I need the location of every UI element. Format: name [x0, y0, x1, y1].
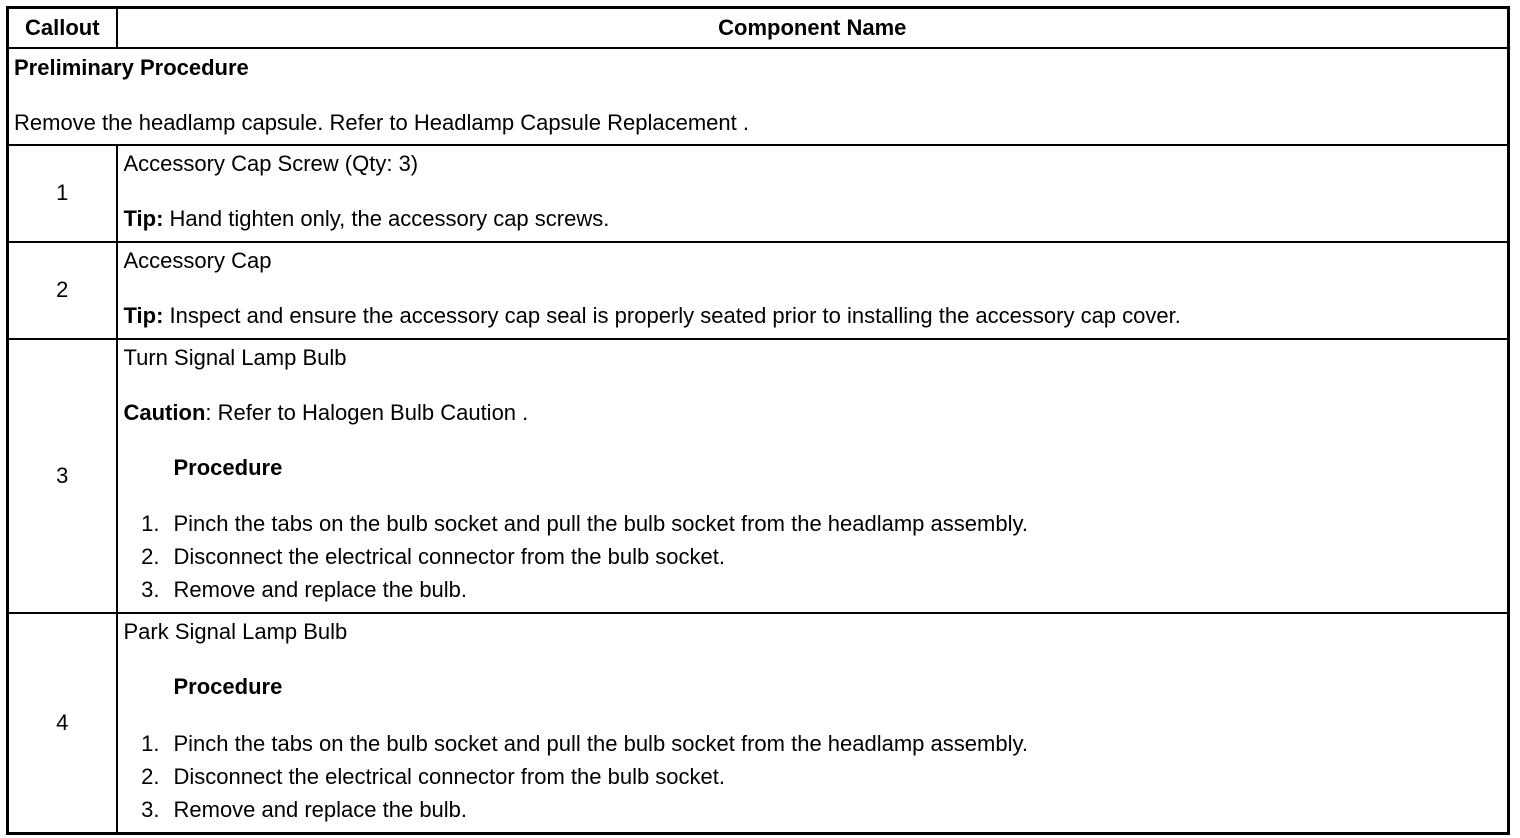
- list-item: [124, 762, 1502, 795]
- procedure-steps: [124, 729, 1502, 828]
- component-table: [6, 6, 1510, 835]
- component-name: Turn Signal Lamp Bulb: [123, 345, 347, 370]
- component-cell: [117, 339, 1509, 613]
- procedure-steps: [124, 509, 1502, 608]
- list-item: [124, 542, 1502, 575]
- step-text: Disconnect the electrical connector from the bulb socket.: [173, 764, 725, 790]
- step-text: Remove and replace the bulb.: [173, 577, 468, 603]
- header-callout: Callout: [8, 8, 117, 49]
- callout-number: 1: [8, 145, 117, 242]
- preliminary-row: [8, 48, 1509, 145]
- list-item: [124, 729, 1502, 762]
- table-row: [8, 613, 1509, 833]
- component-name: Accessory Cap Screw (Qty: 3): [123, 151, 419, 176]
- table-row: [8, 145, 1509, 242]
- caution-text: Refer to Halogen Bulb Caution .: [211, 399, 529, 425]
- callout-number: 2: [8, 242, 117, 339]
- step-number: 2.: [141, 764, 160, 790]
- preliminary-text: Remove the headlamp capsule. Refer to Headlamp Capsule Replacement .: [14, 109, 749, 135]
- component-cell: [117, 613, 1509, 833]
- step-number: 1.: [141, 731, 160, 757]
- tip-label: Tip:: [123, 302, 164, 328]
- tip-text: Inspect and ensure the accessory cap seal is properly seated prior to installing the accessory cap cover.: [163, 302, 1181, 328]
- component-name: Accessory Cap: [123, 248, 272, 273]
- preliminary-heading: Preliminary Procedure: [14, 55, 249, 80]
- component-cell: [117, 242, 1509, 339]
- header-row: [8, 8, 1509, 49]
- table-row: [8, 242, 1509, 339]
- header-component-name: Component Name: [117, 8, 1509, 49]
- step-text: Disconnect the electrical connector from the bulb socket.: [173, 544, 725, 570]
- callout-number: 4: [8, 613, 117, 833]
- table-row: [8, 339, 1509, 613]
- step-number: 3.: [141, 797, 160, 823]
- component-cell: [117, 145, 1509, 242]
- preliminary-cell: [8, 48, 1509, 145]
- tip-note: [124, 303, 1502, 330]
- caution-label: Caution: [123, 399, 206, 425]
- procedure-heading: Procedure: [173, 674, 283, 700]
- component-name: Park Signal Lamp Bulb: [123, 619, 348, 645]
- tip-label: Tip:: [123, 205, 164, 231]
- step-text: Pinch the tabs on the bulb socket and pull the bulb socket from the headlamp assembly.: [173, 731, 1028, 757]
- callout-number: 3: [8, 339, 117, 613]
- step-text: Remove and replace the bulb.: [173, 797, 468, 823]
- step-number: 1.: [141, 511, 160, 537]
- tip-note: [124, 206, 1502, 233]
- caution-note: [124, 400, 1502, 427]
- tip-text: Hand tighten only, the accessory cap screws.: [163, 205, 610, 231]
- step-number: 3.: [141, 577, 160, 603]
- step-text: Pinch the tabs on the bulb socket and pull the bulb socket from the headlamp assembly.: [173, 511, 1028, 537]
- procedure-heading: Procedure: [173, 454, 283, 480]
- step-number: 2.: [141, 544, 160, 570]
- list-item: [124, 795, 1502, 828]
- caution-colon: :: [205, 399, 212, 425]
- list-item: [124, 509, 1502, 542]
- list-item: [124, 575, 1502, 608]
